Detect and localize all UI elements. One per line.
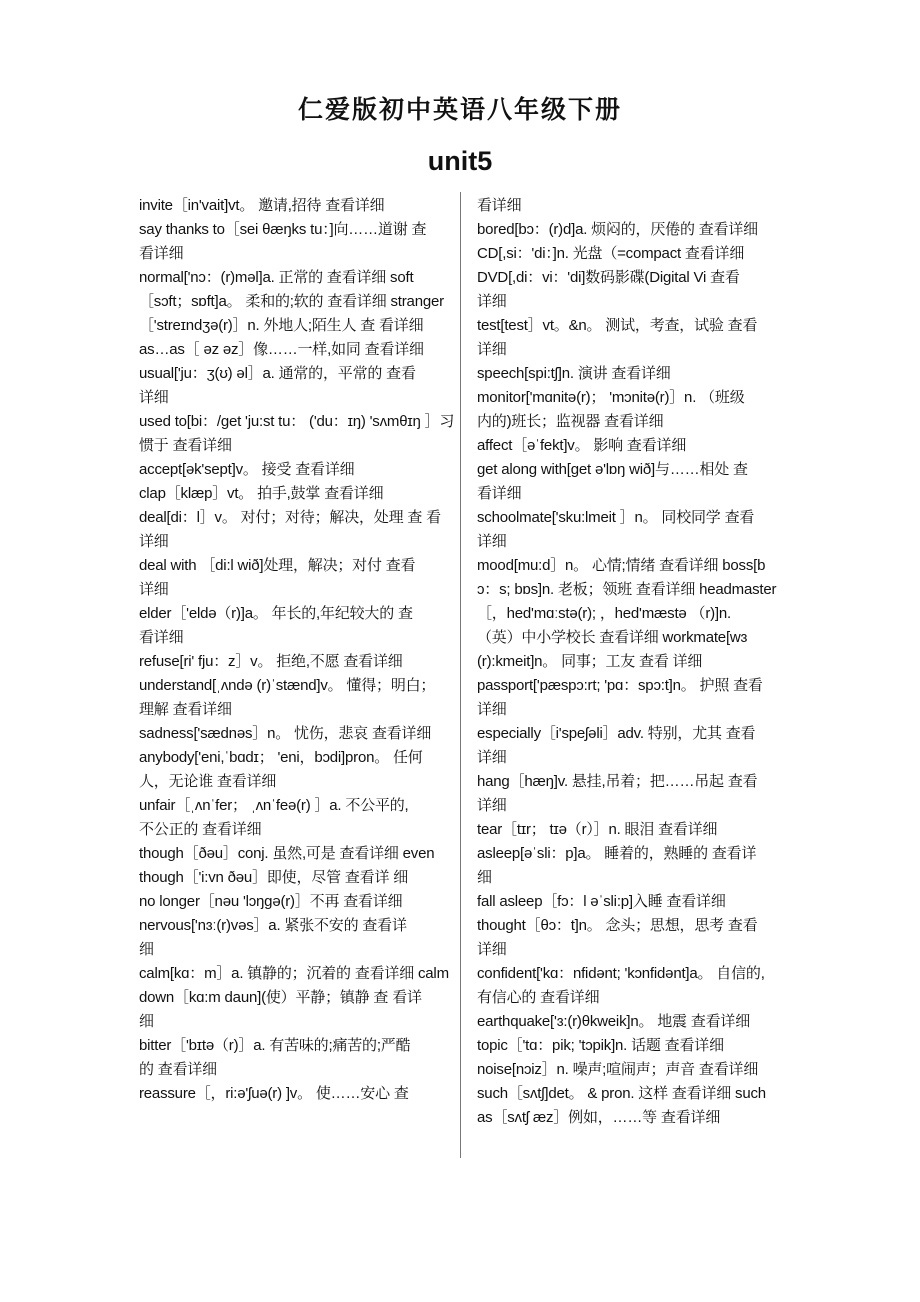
vocab-line: calm[kɑ：m］a. 镇静的；沉着的 查看详细 calm	[139, 965, 449, 982]
vocab-line: 详细	[139, 389, 169, 406]
vocab-line: understand[ˌʌndə (r)ˈstænd]v。 懂得；明白；	[139, 677, 436, 694]
vocab-line: affect［əˈfekt]v。 影响 查看详细	[477, 437, 687, 454]
vocab-line: get along with[get ə'lɒŋ wið]与……相处 查	[477, 461, 748, 478]
vocab-line: mood[mu:d］n。 心情;情绪 查看详细 boss[b	[477, 557, 766, 574]
vocab-line: such［sʌtʃ]det。 & pron. 这样 查看详细 such	[477, 1085, 766, 1102]
vocab-line: 看详细	[477, 197, 522, 214]
vocab-line: deal[di：l］v。 对付；对待；解决，处理 查 看	[139, 509, 441, 526]
vocab-line: though［ðəu］conj. 虽然,可是 查看详细 even	[139, 845, 435, 862]
right-column	[477, 194, 815, 1130]
vocab-line: anybody['eni,ˈbɑdɪ； 'eni，bɔdi]pron。 任何	[139, 749, 423, 766]
vocab-line: bored[bɔ：(r)d]a. 烦闷的，厌倦的 查看详细	[477, 221, 758, 238]
vocab-line: test[test］vt。&n。 测试，考查，试验 查看	[477, 317, 758, 334]
vocab-line: thought［θɔ：t]n。 念头；思想，思考 查看	[477, 917, 758, 934]
vocab-line: DVD[,di：vi：'di]数码影碟(Digital Vi 查看	[477, 269, 740, 286]
vocab-line: 详细	[477, 941, 507, 958]
vocab-line: (r):kmeit]n。 同事；工友 查看 详细	[477, 653, 703, 670]
vocab-line: down［kɑ:m daun](使）平静；镇静 查 看详	[139, 989, 422, 1006]
vocab-line: especially［i'speʃəli］adv. 特别，尤其 查看	[477, 725, 756, 742]
vocab-line: 细	[139, 1013, 154, 1030]
vocab-line: usual['ju：ʒ(ʊ) əl］a. 通常的，平常的 查看	[139, 365, 416, 382]
document-title: 仁爱版初中英语八年级下册	[297, 95, 622, 124]
vocab-line: unfair［ˌʌnˈfer； ˌʌnˈfeə(r) ］a. 不公平的,	[139, 797, 409, 814]
vocab-line: CD[,si：'di：]n. 光盘（=compact 查看详细	[477, 245, 745, 262]
vocab-line: 详细	[477, 533, 507, 550]
vocab-line: earthquake['ɜ:(r)θkweik]n。 地震 查看详细	[477, 1013, 751, 1030]
vocab-line: invite［in'vait]vt。 邀请,招待 查看详细	[139, 197, 385, 214]
vocab-line: sadness['sædnəs］n。 忧伤，悲哀 查看详细	[139, 725, 432, 742]
vocab-line: fall asleep［fɔ：l əˈsli:p]入睡 查看详细	[477, 893, 726, 910]
vocab-line: noise[nɔiz］n. 噪声;喧闹声；声音 查看详细	[477, 1061, 759, 1078]
vocab-line: 细	[139, 941, 154, 958]
vocab-line: ［sɔft；sɒft]a。 柔和的;软的 查看详细 stranger	[139, 293, 444, 310]
vocab-line: 的 查看详细	[139, 1061, 217, 1078]
vocab-line: 详细	[477, 701, 507, 718]
left-column	[139, 194, 467, 1106]
vocab-line: say thanks to［sei θæŋks tu：]向……道谢 查	[139, 221, 427, 238]
vocab-line: 细	[477, 869, 492, 886]
vocab-line: 看详细	[477, 485, 522, 502]
vocab-line: normal['nɔ：(r)məl]a. 正常的 查看详细 soft	[139, 269, 414, 286]
vocab-line: tear［tɪr； tɪə（r）］n. 眼泪 查看详细	[477, 821, 718, 838]
vocab-line: 详细	[477, 797, 507, 814]
vocab-line: clap［klæp］vt。 拍手,鼓掌 查看详细	[139, 485, 384, 502]
vocab-line: 看详细	[139, 629, 184, 646]
vocab-line: 不公正的 查看详细	[139, 821, 262, 838]
vocab-line: 内的)班长；监视器 查看详细	[477, 413, 664, 430]
vocab-line: hang［hæŋ]v. 悬挂,吊着；把……吊起 查看	[477, 773, 758, 790]
vocab-line: though［'i:vn ðəu］即使，尽管 查看详 细	[139, 869, 409, 886]
vocab-line: accept[ək'sept]v。 接受 查看详细	[139, 461, 355, 478]
vocab-line: topic［'tɑ：pik; 'tɔpik]n. 话题 查看详细	[477, 1037, 724, 1054]
vocab-line: 人，无论谁 查看详细	[139, 773, 277, 790]
vocab-line: speech[spi:tʃ]n. 演讲 查看详细	[477, 365, 671, 382]
vocab-line: 详细	[477, 293, 507, 310]
vocab-line: monitor['mɑnitə(r)； 'mɔnitə(r)］n. （班级	[477, 389, 745, 406]
vocab-line: elder［'eldə（r)]a。 年长的,年纪较大的 查	[139, 605, 413, 622]
vocab-line: 有信心的 查看详细	[477, 989, 600, 1006]
vocab-line: 惯于 查看详细	[139, 437, 232, 454]
vocab-line: ［'streɪndʒə(r)］n. 外地人;陌生人 查 看详细	[139, 317, 424, 334]
vocab-line: 详细	[477, 749, 507, 766]
vocab-line: reassure［，ri:ə'ʃuə(r) ]v。 使……安心 查	[139, 1085, 409, 1102]
vocab-line: passport['pæspɔ:rt; 'pɑ：spɔ:t]n。 护照 查看	[477, 677, 763, 694]
vocab-line: as…as［ əz əz］像……一样,如同 查看详细	[139, 341, 424, 358]
vocab-line: schoolmate['sku:lmeit ］n。 同校同学 查看	[477, 509, 755, 526]
vocab-line: confident['kɑ：nfidənt; 'kɔnfidənt]a。 自信的,	[477, 965, 765, 982]
vocab-line: bitter［'bɪtə（r)］a. 有苦味的;痛苦的;严酷	[139, 1037, 411, 1054]
vocab-line: 理解 查看详细	[139, 701, 232, 718]
vocab-line: 详细	[139, 533, 169, 550]
vocab-line: （英）中小学校长 查看详细 workmate[wɜ	[477, 629, 748, 646]
vocab-line: ［，hed'mɑːstə(r); ，hed'mæstə （r)]n.	[477, 605, 731, 622]
vocab-line: 详细	[477, 341, 507, 358]
vocab-line: refuse[ri' fju：z］v。 拒绝,不愿 查看详细	[139, 653, 403, 670]
unit-heading: unit5	[427, 146, 493, 176]
vocab-line: ɔ：s; bɒs]n. 老板；领班 查看详细 headmaster	[477, 581, 777, 598]
vocab-line: no longer［nəu 'lɔŋgə(r)］不再 查看详细	[139, 893, 403, 910]
vocab-line: deal with ［di:l wið]处理，解决；对付 查看	[139, 557, 416, 574]
vocab-line: as［sʌtʃ æz］例如，……等 查看详细	[477, 1109, 721, 1126]
vocab-line: 详细	[139, 581, 169, 598]
vocab-line: used to[bi：/get 'ju:st tu： ('du：ɪŋ) 'sʌmθɪŋ ］习	[139, 413, 455, 430]
vocab-line: nervous['nɜː(r)vəs］a. 紧张不安的 查看详	[139, 917, 407, 934]
vocab-line: 看详细	[139, 245, 184, 262]
vocab-line: asleep[əˈsli：p]a。 睡着的，熟睡的 查看详	[477, 845, 757, 862]
